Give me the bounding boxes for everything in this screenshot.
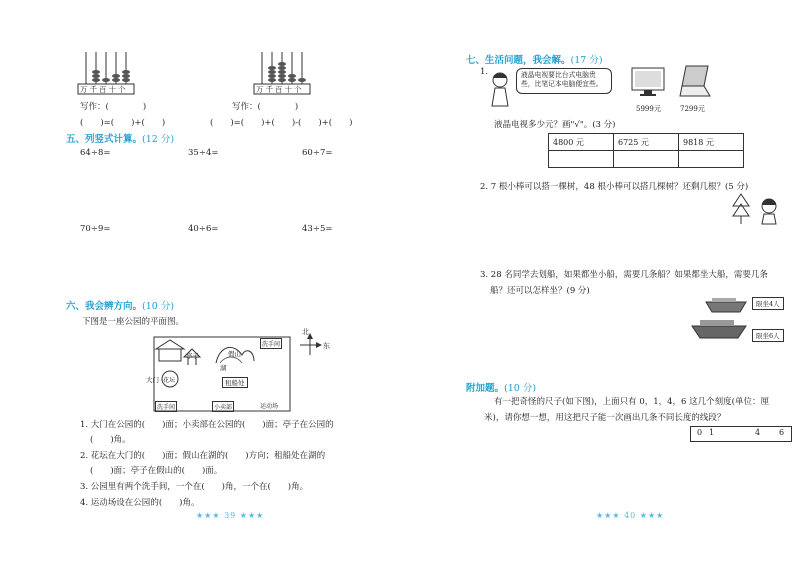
price-answer-3[interactable] bbox=[679, 151, 744, 168]
sec6-q1-line1[interactable]: 1. 大门在公园的( )面；小卖部在公园的( )面；亭子在公园的 bbox=[80, 420, 334, 430]
desktop-monitor-icon bbox=[630, 66, 666, 100]
bonus-text-line2: 米)，请你想一想，用这把尺子能一次画出几条不同长度的线段？ bbox=[484, 413, 726, 423]
desktop-price: 5999元 bbox=[636, 105, 661, 113]
ruler-mark-1: 1 bbox=[709, 428, 715, 437]
sec7-q3-line2: 船？还可以怎样坐？(9 分) bbox=[490, 286, 590, 296]
right-page-number-value: 40 bbox=[624, 511, 637, 520]
left-page-number-value: 39 bbox=[224, 511, 237, 520]
abacus-2-write[interactable]: 写作：( ) bbox=[232, 102, 299, 112]
girl-icon bbox=[488, 70, 512, 110]
park-map bbox=[146, 328, 336, 413]
map-hill-label: 假山 bbox=[228, 350, 241, 358]
calc-problem-6[interactable]: 43÷5= bbox=[302, 224, 333, 234]
map-pavilion-label: 亭子 bbox=[186, 352, 199, 360]
price-answer-row bbox=[549, 151, 744, 168]
price-option-3[interactable]: 9818 元 bbox=[679, 134, 744, 151]
bonus-points: (10 分) bbox=[504, 383, 537, 394]
bonus-heading bbox=[466, 380, 536, 394]
section-6-intro: 下图是一座公园的平面图。 bbox=[82, 317, 185, 327]
right-page-number bbox=[596, 511, 664, 520]
map-toilet-sw-label: 洗手间 bbox=[155, 401, 177, 412]
left-page-stars-before: ★★★ bbox=[196, 511, 225, 520]
strange-ruler bbox=[690, 426, 792, 442]
section-6-heading bbox=[66, 298, 174, 312]
price-option-1[interactable]: 4800 元 bbox=[549, 134, 614, 151]
map-boat-rental-label: 租船处 bbox=[222, 377, 248, 388]
calc-problem-4[interactable]: 70÷9= bbox=[80, 224, 111, 234]
sec6-q2-line1[interactable]: 2. 花坛在大门的( )面；假山在湖的( )方向；租船处在湖的 bbox=[80, 451, 326, 461]
abacus-2-equation[interactable]: ( )=( )+( )-( )+( ) bbox=[210, 118, 353, 128]
calc-problem-5[interactable]: 40÷6= bbox=[188, 224, 219, 234]
small-boat-icon bbox=[704, 296, 748, 314]
map-gate-label: 大门 bbox=[146, 376, 159, 384]
abacus-1-write[interactable]: 写作：( ) bbox=[80, 102, 147, 112]
price-option-row bbox=[549, 134, 744, 151]
laptop-icon bbox=[678, 64, 712, 100]
price-option-table bbox=[548, 133, 744, 168]
left-page-number bbox=[196, 511, 264, 520]
abacus-1-place-labels: 万千百十个 bbox=[80, 85, 128, 94]
sec7-q2: 2. 7 根小棒可以搭一棵树，48 根小棒可以搭几棵树？还剩几根？(5 分) bbox=[480, 182, 749, 192]
section-7-points: (17 分) bbox=[570, 55, 603, 66]
park-map-drawing bbox=[150, 333, 336, 413]
sec7-q3-line1: 3. 28 名同学去划船，如果都坐小船，需要几条船？如果都坐大船，需要几条 bbox=[480, 270, 768, 280]
big-boat-limit: 限坐6人 bbox=[752, 329, 784, 342]
map-sports-label: 运动场 bbox=[260, 403, 279, 410]
price-answer-2[interactable] bbox=[614, 151, 679, 168]
right-page-stars-before: ★★★ bbox=[596, 511, 625, 520]
section-7-title: 七、生活问题，我会解。 bbox=[466, 55, 571, 66]
section-7-heading bbox=[466, 52, 603, 66]
speech-bubble: 液晶电视要比台式电脑贵些，比笔记本电脑便宜些。 bbox=[516, 68, 612, 94]
sec7-q1-text: 液晶电视多少元？画"√"。(3 分) bbox=[494, 120, 616, 130]
section-6-points: (10 分) bbox=[142, 301, 175, 312]
abacus-2-place-labels: 万千百十个 bbox=[256, 85, 304, 94]
bonus-title: 附加题。 bbox=[466, 383, 505, 394]
ruler-mark-6: 6 bbox=[779, 428, 785, 437]
ruler-mark-0: 0 bbox=[697, 428, 703, 437]
map-shop-label: 小卖部 bbox=[212, 401, 234, 412]
big-boat-icon bbox=[690, 318, 748, 340]
section-6-title: 六、我会辨方向。 bbox=[66, 301, 143, 312]
left-page-stars-after: ★★★ bbox=[236, 511, 265, 520]
stick-tree-icon bbox=[730, 192, 752, 226]
abacus-1-equation[interactable]: ( )=( )+( ) bbox=[80, 118, 166, 128]
section-5-title: 五、列竖式计算。 bbox=[66, 134, 143, 145]
bonus-text-line1: 有一把奇怪的尺子(如下图)，上面只有 0，1，4，6 这几个刻度(单位：厘 bbox=[494, 397, 769, 407]
ruler-mark-4: 4 bbox=[755, 428, 761, 437]
section-5-heading bbox=[66, 131, 174, 145]
map-flowerbed-label: 花坛 bbox=[163, 377, 176, 384]
map-toilet-ne-label: 洗手间 bbox=[260, 338, 282, 349]
calc-problem-2[interactable]: 35÷4= bbox=[188, 148, 219, 158]
calc-problem-3[interactable]: 60÷7= bbox=[302, 148, 333, 158]
sec6-q2-line2[interactable]: ( )面；亭子在假山的( )面。 bbox=[90, 466, 223, 476]
right-page-stars-after: ★★★ bbox=[636, 511, 665, 520]
map-north-label: 北 bbox=[302, 328, 309, 336]
price-answer-1[interactable] bbox=[549, 151, 614, 168]
calc-problem-1[interactable]: 64÷8= bbox=[80, 148, 111, 158]
map-lake-label: 湖 bbox=[220, 364, 227, 372]
sec6-q4[interactable]: 4. 运动场设在公园的( )角。 bbox=[80, 498, 200, 508]
sec7-q1-number: 1. bbox=[480, 67, 489, 77]
map-east-label: 东 bbox=[323, 342, 330, 350]
sec6-q1-line2[interactable]: ( )角。 bbox=[90, 435, 131, 445]
small-boat-limit: 限坐4人 bbox=[752, 297, 784, 310]
girl-thinking-icon bbox=[758, 196, 780, 226]
sec6-q3[interactable]: 3. 公园里有两个洗手间，一个在( )角，一个在( )角。 bbox=[80, 482, 309, 492]
laptop-price: 7299元 bbox=[680, 105, 705, 113]
price-option-2[interactable]: 6725 元 bbox=[614, 134, 679, 151]
section-5-points: (12 分) bbox=[142, 134, 175, 145]
